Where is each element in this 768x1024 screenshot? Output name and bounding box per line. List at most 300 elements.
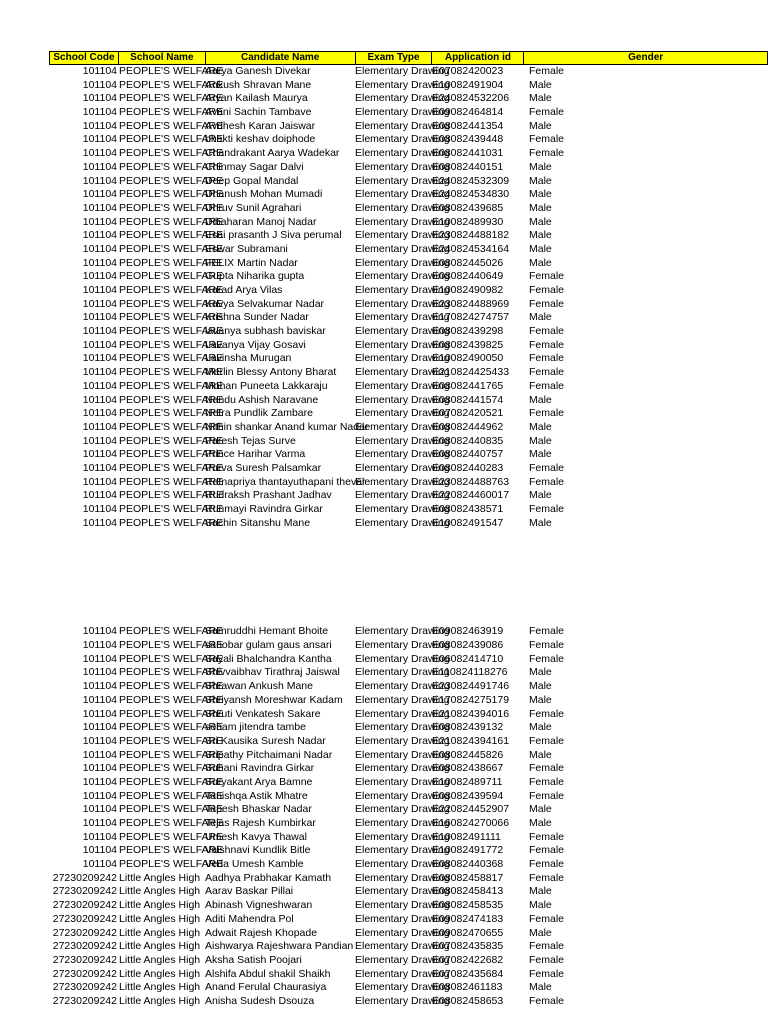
school-name-cell[interactable]: Little Angles High bbox=[119, 899, 201, 912]
gender-cell[interactable]: Female bbox=[529, 844, 565, 857]
school-name-cell[interactable]: PEOPLE'S WELFARE bbox=[119, 393, 224, 406]
school-name-cell[interactable]: PEOPLE'S WELFARE bbox=[119, 119, 224, 132]
application-id-cell[interactable]: E220824452907 bbox=[432, 803, 510, 816]
school-code-cell[interactable]: 101104 bbox=[82, 284, 117, 296]
school-name-cell[interactable]: PEOPLE'S WELFARE bbox=[119, 284, 224, 296]
candidate-name-cell[interactable]: Rudraksh Prashant Jadhav bbox=[205, 489, 332, 502]
gender-cell[interactable]: Male bbox=[529, 174, 552, 187]
school-code-cell[interactable]: 101104 bbox=[82, 229, 117, 242]
exam-type-cell[interactable]: Elementary Drawing bbox=[355, 830, 450, 843]
school-name-cell[interactable]: Little Angles High bbox=[119, 871, 201, 884]
gender-cell[interactable]: Female bbox=[529, 652, 565, 665]
candidate-name-cell[interactable]: Anisha Sudesh Dsouza bbox=[205, 994, 315, 1007]
school-name-cell[interactable]: PEOPLE'S WELFARE bbox=[119, 434, 224, 447]
exam-type-cell[interactable]: Elementary Drawing bbox=[355, 762, 450, 775]
exam-type-cell[interactable]: Elementary Drawing bbox=[355, 434, 450, 447]
school-name-cell[interactable]: PEOPLE'S WELFARE bbox=[119, 338, 224, 351]
school-name-cell[interactable]: PEOPLE'S WELFARE bbox=[119, 680, 224, 693]
application-id-cell[interactable]: E08082439132 bbox=[432, 721, 504, 734]
exam-type-cell[interactable]: Elementary Drawing bbox=[355, 379, 450, 392]
school-name-cell[interactable]: PEOPLE'S WELFARE bbox=[119, 160, 224, 173]
gender-cell[interactable]: Female bbox=[529, 953, 565, 966]
school-name-cell[interactable]: PEOPLE'S WELFARE bbox=[119, 475, 224, 488]
school-code-cell[interactable]: 101104 bbox=[82, 666, 117, 679]
gender-cell[interactable]: Male bbox=[529, 229, 552, 242]
candidate-name-cell[interactable]: Sayali Bhalchandra Kantha bbox=[205, 652, 332, 665]
gender-cell[interactable]: Female bbox=[529, 871, 565, 884]
school-code-cell[interactable]: 101104 bbox=[82, 311, 117, 324]
exam-type-cell[interactable]: Elementary Drawing bbox=[355, 625, 450, 638]
school-name-cell[interactable]: PEOPLE'S WELFARE bbox=[119, 407, 224, 420]
candidate-name-cell[interactable]: Gupta Niharika gupta bbox=[205, 270, 305, 283]
school-name-cell[interactable]: PEOPLE'S WELFARE bbox=[119, 106, 224, 119]
exam-type-cell[interactable]: Elementary Drawing bbox=[355, 188, 450, 201]
application-id-cell[interactable]: E08082440649 bbox=[432, 270, 504, 283]
gender-cell[interactable]: Male bbox=[529, 393, 552, 406]
school-name-cell[interactable]: PEOPLE'S WELFARE bbox=[119, 215, 224, 228]
school-code-cell[interactable]: 27230209242 bbox=[52, 940, 117, 953]
gender-cell[interactable]: Female bbox=[529, 65, 565, 77]
gender-cell[interactable]: Male bbox=[529, 78, 552, 91]
exam-type-cell[interactable]: Elementary Drawing bbox=[355, 639, 450, 652]
application-id-cell[interactable]: E10082490050 bbox=[432, 352, 504, 365]
candidate-name-cell[interactable]: Purva Suresh Palsamkar bbox=[205, 461, 322, 474]
application-id-cell[interactable]: E08082458413 bbox=[432, 885, 504, 898]
header-school-name[interactable]: School Name bbox=[119, 52, 206, 64]
gender-cell[interactable]: Female bbox=[529, 830, 565, 843]
school-code-cell[interactable]: 101104 bbox=[82, 325, 117, 338]
school-code-cell[interactable]: 101104 bbox=[82, 789, 117, 802]
school-code-cell[interactable]: 101104 bbox=[82, 639, 117, 652]
candidate-name-cell[interactable]: Avdhesh Karan Jaiswar bbox=[205, 119, 316, 132]
gender-cell[interactable]: Female bbox=[529, 762, 565, 775]
exam-type-cell[interactable]: Elementary Drawing bbox=[355, 325, 450, 338]
application-id-cell[interactable]: E06082414710 bbox=[432, 652, 504, 665]
school-code-cell[interactable]: 101104 bbox=[82, 393, 117, 406]
candidate-name-cell[interactable]: Tanishqa Astik Mhatre bbox=[205, 789, 308, 802]
candidate-name-cell[interactable]: Suryakant Arya Bamne bbox=[205, 775, 313, 788]
application-id-cell[interactable]: E10082489711 bbox=[432, 775, 503, 788]
school-code-cell[interactable]: 101104 bbox=[82, 817, 117, 829]
application-id-cell[interactable]: E08082458535 bbox=[432, 899, 504, 912]
gender-cell[interactable]: Male bbox=[529, 693, 552, 706]
application-id-cell[interactable]: E08082440151 bbox=[432, 160, 504, 173]
school-code-cell[interactable]: 27230209242 bbox=[52, 912, 117, 925]
application-id-cell[interactable]: E10082489930 bbox=[432, 215, 504, 228]
header-candidate-name[interactable]: Candidate Name bbox=[206, 52, 356, 64]
exam-type-cell[interactable]: Elementary Drawing bbox=[355, 953, 450, 966]
candidate-name-cell[interactable]: Alshifa Abdul shakil Shaikh bbox=[205, 967, 331, 980]
application-id-cell[interactable]: E08082439685 bbox=[432, 201, 504, 214]
exam-type-cell[interactable]: Elementary Drawing bbox=[355, 174, 450, 187]
exam-type-cell[interactable]: Elementary Drawing bbox=[355, 393, 450, 406]
exam-type-cell[interactable]: Elementary Drawing bbox=[355, 748, 450, 761]
application-id-cell[interactable]: E08082439448 bbox=[432, 133, 504, 146]
school-code-cell[interactable]: 27230209242 bbox=[52, 899, 117, 912]
exam-type-cell[interactable]: Elementary Drawing bbox=[355, 516, 450, 529]
exam-type-cell[interactable]: Elementary Drawing bbox=[355, 912, 450, 925]
school-name-cell[interactable]: PEOPLE'S WELFARE bbox=[119, 803, 224, 816]
school-code-cell[interactable]: 101104 bbox=[82, 775, 117, 788]
gender-cell[interactable]: Male bbox=[529, 256, 552, 269]
exam-type-cell[interactable]: Elementary Drawing bbox=[355, 229, 450, 242]
school-name-cell[interactable]: PEOPLE'S WELFARE bbox=[119, 830, 224, 843]
candidate-name-cell[interactable]: Shruti Venkatesh Sakare bbox=[205, 707, 321, 720]
gender-cell[interactable]: Female bbox=[529, 858, 565, 871]
application-id-cell[interactable]: E230824488969 bbox=[432, 297, 510, 310]
school-name-cell[interactable]: PEOPLE'S WELFARE bbox=[119, 721, 224, 734]
school-name-cell[interactable]: PEOPLE'S WELFARE bbox=[119, 92, 224, 105]
exam-type-cell[interactable]: Elementary Drawing bbox=[355, 448, 450, 461]
gender-cell[interactable]: Female bbox=[529, 912, 565, 925]
header-application-id[interactable]: Application id bbox=[432, 52, 524, 64]
candidate-name-cell[interactable]: Dibaharan Manoj Nadar bbox=[205, 215, 317, 228]
candidate-name-cell[interactable]: Aadhya Prabhakar Kamath bbox=[205, 871, 332, 884]
header-gender[interactable]: Gender bbox=[524, 52, 768, 64]
exam-type-cell[interactable]: Elementary Drawing bbox=[355, 461, 450, 474]
exam-type-cell[interactable]: Elementary Drawing bbox=[355, 160, 450, 173]
gender-cell[interactable]: Male bbox=[529, 885, 552, 898]
gender-cell[interactable]: Male bbox=[529, 981, 552, 994]
school-name-cell[interactable]: Little Angles High bbox=[119, 940, 201, 953]
candidate-name-cell[interactable]: Kavya Selvakumar Nadar bbox=[205, 297, 325, 310]
candidate-name-cell[interactable]: Ankush Shravan Mane bbox=[205, 78, 312, 91]
application-id-cell[interactable]: E09082470655 bbox=[432, 926, 504, 939]
candidate-name-cell[interactable]: Sri Kausika Suresh Nadar bbox=[205, 734, 326, 747]
header-exam-type[interactable]: Exam Type bbox=[356, 52, 433, 64]
exam-type-cell[interactable]: Elementary Drawing bbox=[355, 844, 450, 857]
school-code-cell[interactable]: 101104 bbox=[82, 693, 117, 706]
application-id-cell[interactable]: E07082420521 bbox=[432, 407, 504, 420]
school-name-cell[interactable]: PEOPLE'S WELFARE bbox=[119, 147, 224, 160]
exam-type-cell[interactable]: Elementary Drawing bbox=[355, 721, 450, 734]
candidate-name-cell[interactable]: Lavanya Vijay Gosavi bbox=[205, 338, 306, 351]
school-name-cell[interactable]: PEOPLE'S WELFARE bbox=[119, 639, 224, 652]
school-code-cell[interactable]: 101104 bbox=[82, 188, 117, 201]
candidate-name-cell[interactable]: Dhruv Sunil Agrahari bbox=[205, 201, 302, 214]
application-id-cell[interactable]: E07082435835 bbox=[432, 940, 504, 953]
school-name-cell[interactable]: PEOPLE'S WELFARE bbox=[119, 297, 224, 310]
gender-cell[interactable]: Female bbox=[529, 106, 565, 119]
exam-type-cell[interactable]: Elementary Drawing bbox=[355, 256, 450, 269]
school-code-cell[interactable]: 101104 bbox=[82, 297, 117, 310]
application-id-cell[interactable]: E09082464814 bbox=[432, 106, 504, 119]
school-code-cell[interactable]: 101104 bbox=[82, 133, 117, 146]
application-id-cell[interactable]: E07082420023 bbox=[432, 65, 504, 77]
school-name-cell[interactable]: Little Angles High bbox=[119, 885, 201, 898]
header-school-code[interactable]: School Code bbox=[50, 52, 119, 64]
candidate-name-cell[interactable]: Dhanush Mohan Mumadi bbox=[205, 188, 323, 201]
candidate-name-cell[interactable]: Aryan Kailash Maurya bbox=[205, 92, 308, 105]
school-code-cell[interactable]: 101104 bbox=[82, 803, 117, 816]
candidate-name-cell[interactable]: Karad Arya Vilas bbox=[205, 284, 283, 296]
application-id-cell[interactable]: E10082491772 bbox=[432, 844, 504, 857]
gender-cell[interactable]: Male bbox=[529, 817, 552, 829]
candidate-name-cell[interactable]: Adwait Rajesh Khopade bbox=[205, 926, 318, 939]
school-code-cell[interactable]: 27230209242 bbox=[52, 994, 117, 1007]
school-code-cell[interactable]: 101104 bbox=[82, 762, 117, 775]
school-name-cell[interactable]: PEOPLE'S WELFARE bbox=[119, 201, 224, 214]
school-code-cell[interactable]: 101104 bbox=[82, 119, 117, 132]
exam-type-cell[interactable]: Elementary Drawing bbox=[355, 489, 450, 502]
gender-cell[interactable]: Male bbox=[529, 434, 552, 447]
gender-cell[interactable]: Male bbox=[529, 420, 552, 433]
school-name-cell[interactable]: PEOPLE'S WELFARE bbox=[119, 666, 224, 679]
application-id-cell[interactable]: E09082463919 bbox=[432, 625, 504, 638]
school-code-cell[interactable]: 101104 bbox=[82, 407, 117, 420]
gender-cell[interactable]: Female bbox=[529, 325, 565, 338]
exam-type-cell[interactable]: Elementary Drawing bbox=[355, 707, 450, 720]
school-code-cell[interactable]: 101104 bbox=[82, 215, 117, 228]
candidate-name-cell[interactable]: lavanya subhash baviskar bbox=[205, 325, 326, 338]
exam-type-cell[interactable]: Elementary Drawing bbox=[355, 270, 450, 283]
application-id-cell[interactable]: E240824532309 bbox=[432, 174, 510, 187]
application-id-cell[interactable]: E07082435684 bbox=[432, 967, 504, 980]
application-id-cell[interactable]: E110824118276 bbox=[432, 666, 508, 679]
exam-type-cell[interactable]: Elementary Drawing bbox=[355, 652, 450, 665]
school-name-cell[interactable]: PEOPLE'S WELFARE bbox=[119, 693, 224, 706]
school-code-cell[interactable]: 101104 bbox=[82, 201, 117, 214]
candidate-name-cell[interactable]: Krishna Sunder Nadar bbox=[205, 311, 309, 324]
gender-cell[interactable]: Female bbox=[529, 734, 565, 747]
school-name-cell[interactable]: Little Angles High bbox=[119, 926, 201, 939]
school-name-cell[interactable]: Little Angles High bbox=[119, 912, 201, 925]
candidate-name-cell[interactable]: Aishwarya Rajeshwara Pandian bbox=[205, 940, 354, 953]
school-code-cell[interactable]: 101104 bbox=[82, 734, 117, 747]
gender-cell[interactable]: Female bbox=[529, 338, 565, 351]
gender-cell[interactable]: Male bbox=[529, 516, 552, 529]
gender-cell[interactable]: Female bbox=[529, 270, 565, 283]
exam-type-cell[interactable]: Elementary Drawing bbox=[355, 994, 450, 1007]
exam-type-cell[interactable]: Elementary Drawing bbox=[355, 789, 450, 802]
school-name-cell[interactable]: PEOPLE'S WELFARE bbox=[119, 270, 224, 283]
application-id-cell[interactable]: E240824534164 bbox=[432, 242, 510, 255]
candidate-name-cell[interactable]: Deep Gopal Mandal bbox=[205, 174, 299, 187]
application-id-cell[interactable]: E10082491111 bbox=[432, 830, 501, 843]
application-id-cell[interactable]: E170824275179 bbox=[432, 693, 510, 706]
candidate-name-cell[interactable]: Esai prasanth J Siva perumal bbox=[205, 229, 342, 242]
gender-cell[interactable]: Male bbox=[529, 666, 552, 679]
gender-cell[interactable]: Male bbox=[529, 119, 552, 132]
application-id-cell[interactable]: E09082474183 bbox=[432, 912, 504, 925]
candidate-name-cell[interactable]: Shriyansh Moreshwar Kadam bbox=[205, 693, 343, 706]
exam-type-cell[interactable]: Elementary Drawing bbox=[355, 803, 450, 816]
application-id-cell[interactable]: E08082445826 bbox=[432, 748, 504, 761]
candidate-name-cell[interactable]: Umesh Kavya Thawal bbox=[205, 830, 307, 843]
gender-cell[interactable]: Male bbox=[529, 215, 552, 228]
school-code-cell[interactable]: 101104 bbox=[82, 461, 117, 474]
gender-cell[interactable]: Female bbox=[529, 297, 565, 310]
school-name-cell[interactable]: PEOPLE'S WELFARE bbox=[119, 461, 224, 474]
school-code-cell[interactable]: 101104 bbox=[82, 147, 117, 160]
gender-cell[interactable]: Female bbox=[529, 379, 565, 392]
candidate-name-cell[interactable]: soham jitendra tambe bbox=[205, 721, 306, 734]
exam-type-cell[interactable]: Elementary Drawing bbox=[355, 311, 450, 324]
gender-cell[interactable]: Female bbox=[529, 475, 565, 488]
school-name-cell[interactable]: Little Angles High bbox=[119, 953, 201, 966]
exam-type-cell[interactable]: Elementary Drawing bbox=[355, 92, 450, 105]
exam-type-cell[interactable]: Elementary Drawing bbox=[355, 967, 450, 980]
school-code-cell[interactable]: 27230209242 bbox=[52, 953, 117, 966]
gender-cell[interactable]: Female bbox=[529, 461, 565, 474]
application-id-cell[interactable]: E230824488763 bbox=[432, 475, 510, 488]
school-code-cell[interactable]: 101104 bbox=[82, 338, 117, 351]
gender-cell[interactable]: Female bbox=[529, 352, 565, 365]
exam-type-cell[interactable]: Elementary Drawing bbox=[355, 284, 450, 296]
gender-cell[interactable]: Male bbox=[529, 92, 552, 105]
gender-cell[interactable]: Male bbox=[529, 311, 552, 324]
school-code-cell[interactable]: 101104 bbox=[82, 160, 117, 173]
exam-type-cell[interactable]: Elementary Drawing bbox=[355, 940, 450, 953]
school-code-cell[interactable]: 101104 bbox=[82, 78, 117, 91]
candidate-name-cell[interactable]: Nandu Ashish Naravane bbox=[205, 393, 319, 406]
candidate-name-cell[interactable]: Shrawan Ankush Mane bbox=[205, 680, 313, 693]
exam-type-cell[interactable]: Elementary Drawing bbox=[355, 775, 450, 788]
school-name-cell[interactable]: PEOPLE'S WELFARE bbox=[119, 789, 224, 802]
school-name-cell[interactable]: PEOPLE'S WELFARE bbox=[119, 858, 224, 871]
school-code-cell[interactable]: 101104 bbox=[82, 106, 117, 119]
gender-cell[interactable]: Male bbox=[529, 489, 552, 502]
school-name-cell[interactable]: PEOPLE'S WELFARE bbox=[119, 311, 224, 324]
school-name-cell[interactable]: PEOPLE'S WELFARE bbox=[119, 817, 224, 829]
gender-cell[interactable]: Male bbox=[529, 926, 552, 939]
school-name-cell[interactable]: PEOPLE'S WELFARE bbox=[119, 325, 224, 338]
exam-type-cell[interactable]: Elementary Drawing bbox=[355, 78, 450, 91]
school-code-cell[interactable]: 101104 bbox=[82, 707, 117, 720]
application-id-cell[interactable]: E08082458817 bbox=[432, 871, 504, 884]
candidate-name-cell[interactable]: Anand Ferulal Chaurasiya bbox=[205, 981, 327, 994]
application-id-cell[interactable]: E210824394016 bbox=[432, 707, 510, 720]
gender-cell[interactable]: Female bbox=[529, 407, 565, 420]
school-code-cell[interactable]: 27230209242 bbox=[52, 981, 117, 994]
exam-type-cell[interactable]: Elementary Drawing bbox=[355, 366, 450, 379]
school-code-cell[interactable]: 27230209242 bbox=[52, 885, 117, 898]
school-name-cell[interactable]: PEOPLE'S WELFARE bbox=[119, 420, 224, 433]
gender-cell[interactable]: Male bbox=[529, 721, 552, 734]
school-code-cell[interactable]: 101104 bbox=[82, 489, 117, 502]
exam-type-cell[interactable]: Elementary Drawing bbox=[355, 242, 450, 255]
candidate-name-cell[interactable]: Chinmay Sagar Dalvi bbox=[205, 160, 304, 173]
application-id-cell[interactable]: E08082438571 bbox=[432, 503, 504, 515]
gender-cell[interactable]: Female bbox=[529, 147, 565, 160]
gender-cell[interactable]: Female bbox=[529, 133, 565, 146]
application-id-cell[interactable]: E240824534830 bbox=[432, 188, 510, 201]
school-name-cell[interactable]: Little Angles High bbox=[119, 994, 201, 1007]
school-name-cell[interactable]: Little Angles High bbox=[119, 981, 201, 994]
exam-type-cell[interactable]: Elementary Drawing bbox=[355, 871, 450, 884]
school-code-cell[interactable]: 101104 bbox=[82, 475, 117, 488]
gender-cell[interactable]: Male bbox=[529, 188, 552, 201]
exam-type-cell[interactable]: Elementary Drawing bbox=[355, 693, 450, 706]
application-id-cell[interactable]: E230824491746 bbox=[432, 680, 510, 693]
school-name-cell[interactable]: PEOPLE'S WELFARE bbox=[119, 352, 224, 365]
school-name-cell[interactable]: PEOPLE'S WELFARE bbox=[119, 748, 224, 761]
exam-type-cell[interactable]: Elementary Drawing bbox=[355, 926, 450, 939]
gender-cell[interactable]: Female bbox=[529, 625, 565, 638]
exam-type-cell[interactable]: Elementary Drawing bbox=[355, 420, 450, 433]
exam-type-cell[interactable]: Elementary Drawing bbox=[355, 981, 450, 994]
school-name-cell[interactable]: PEOPLE'S WELFARE bbox=[119, 652, 224, 665]
application-id-cell[interactable]: E230824488182 bbox=[432, 229, 510, 242]
school-name-cell[interactable]: PEOPLE'S WELFARE bbox=[119, 762, 224, 775]
school-name-cell[interactable]: PEOPLE'S WELFARE bbox=[119, 503, 224, 515]
school-code-cell[interactable]: 101104 bbox=[82, 625, 117, 638]
candidate-name-cell[interactable]: Prince Harihar Varma bbox=[205, 448, 306, 461]
school-code-cell[interactable]: 101104 bbox=[82, 366, 117, 379]
gender-cell[interactable]: Male bbox=[529, 899, 552, 912]
exam-type-cell[interactable]: Elementary Drawing bbox=[355, 885, 450, 898]
candidate-name-cell[interactable]: sanobar gulam gaus ansari bbox=[205, 639, 332, 652]
candidate-name-cell[interactable]: Vaishnavi Kundlik Bitle bbox=[205, 844, 311, 857]
school-code-cell[interactable]: 101104 bbox=[82, 92, 117, 105]
candidate-name-cell[interactable]: Sripathy Pitchaimani Nadar bbox=[205, 748, 333, 761]
school-code-cell[interactable]: 101104 bbox=[82, 256, 117, 269]
school-code-cell[interactable]: 101104 bbox=[82, 830, 117, 843]
school-code-cell[interactable]: 101104 bbox=[82, 748, 117, 761]
application-id-cell[interactable]: E08082439825 bbox=[432, 338, 504, 351]
gender-cell[interactable]: Female bbox=[529, 789, 565, 802]
candidate-name-cell[interactable]: Mohan Puneeta Lakkaraju bbox=[205, 379, 328, 392]
application-id-cell[interactable]: E08082441354 bbox=[432, 119, 504, 132]
candidate-name-cell[interactable]: Lavinsha Murugan bbox=[205, 352, 292, 365]
candidate-name-cell[interactable]: Suhani Ravindra Girkar bbox=[205, 762, 315, 775]
application-id-cell[interactable]: E10082491547 bbox=[432, 516, 504, 529]
application-id-cell[interactable]: E07082422682 bbox=[432, 953, 504, 966]
exam-type-cell[interactable]: Elementary Drawing bbox=[355, 297, 450, 310]
school-code-cell[interactable]: 27230209242 bbox=[52, 967, 117, 980]
school-name-cell[interactable]: PEOPLE'S WELFARE bbox=[119, 516, 224, 529]
school-name-cell[interactable]: PEOPLE'S WELFARE bbox=[119, 379, 224, 392]
application-id-cell[interactable]: E08082440283 bbox=[432, 461, 504, 474]
application-id-cell[interactable]: E160824270066 bbox=[432, 817, 510, 829]
gender-cell[interactable]: Male bbox=[529, 242, 552, 255]
application-id-cell[interactable]: E08082461183 bbox=[432, 981, 503, 994]
exam-type-cell[interactable]: Elementary Drawing bbox=[355, 503, 450, 515]
gender-cell[interactable]: Male bbox=[529, 448, 552, 461]
gender-cell[interactable]: Male bbox=[529, 680, 552, 693]
exam-type-cell[interactable]: Elementary Drawing bbox=[355, 680, 450, 693]
application-id-cell[interactable]: E08082441574 bbox=[432, 393, 504, 406]
candidate-name-cell[interactable]: Runmayi Ravindra Girkar bbox=[205, 503, 323, 515]
school-name-cell[interactable]: PEOPLE'S WELFARE bbox=[119, 133, 224, 146]
school-code-cell[interactable]: 101104 bbox=[82, 174, 117, 187]
school-name-cell[interactable]: PEOPLE'S WELFARE bbox=[119, 734, 224, 747]
gender-cell[interactable]: Female bbox=[529, 639, 565, 652]
school-code-cell[interactable]: 101104 bbox=[82, 516, 117, 529]
gender-cell[interactable]: Female bbox=[529, 940, 565, 953]
school-code-cell[interactable]: 101104 bbox=[82, 680, 117, 693]
school-code-cell[interactable]: 101104 bbox=[82, 844, 117, 857]
school-code-cell[interactable]: 27230209242 bbox=[52, 926, 117, 939]
gender-cell[interactable]: Female bbox=[529, 994, 565, 1007]
exam-type-cell[interactable]: Elementary Drawing bbox=[355, 65, 450, 77]
application-id-cell[interactable]: E08082445026 bbox=[432, 256, 504, 269]
school-code-cell[interactable]: 101104 bbox=[82, 270, 117, 283]
exam-type-cell[interactable]: Elementary Drawing bbox=[355, 338, 450, 351]
school-name-cell[interactable]: PEOPLE'S WELFARE bbox=[119, 256, 224, 269]
exam-type-cell[interactable]: Elementary Drawing bbox=[355, 666, 450, 679]
candidate-name-cell[interactable]: Avani Sachin Tambave bbox=[205, 106, 312, 119]
application-id-cell[interactable]: E210824425433 bbox=[432, 366, 510, 379]
exam-type-cell[interactable]: Elementary Drawing bbox=[355, 215, 450, 228]
school-name-cell[interactable]: Little Angles High bbox=[119, 967, 201, 980]
application-id-cell[interactable]: E08082440757 bbox=[432, 448, 504, 461]
application-id-cell[interactable]: E10082490982 bbox=[432, 284, 504, 296]
exam-type-cell[interactable]: Elementary Drawing bbox=[355, 899, 450, 912]
school-code-cell[interactable]: 101104 bbox=[82, 434, 117, 447]
gender-cell[interactable]: Female bbox=[529, 775, 565, 788]
candidate-name-cell[interactable]: Aarya Ganesh Divekar bbox=[205, 65, 311, 77]
